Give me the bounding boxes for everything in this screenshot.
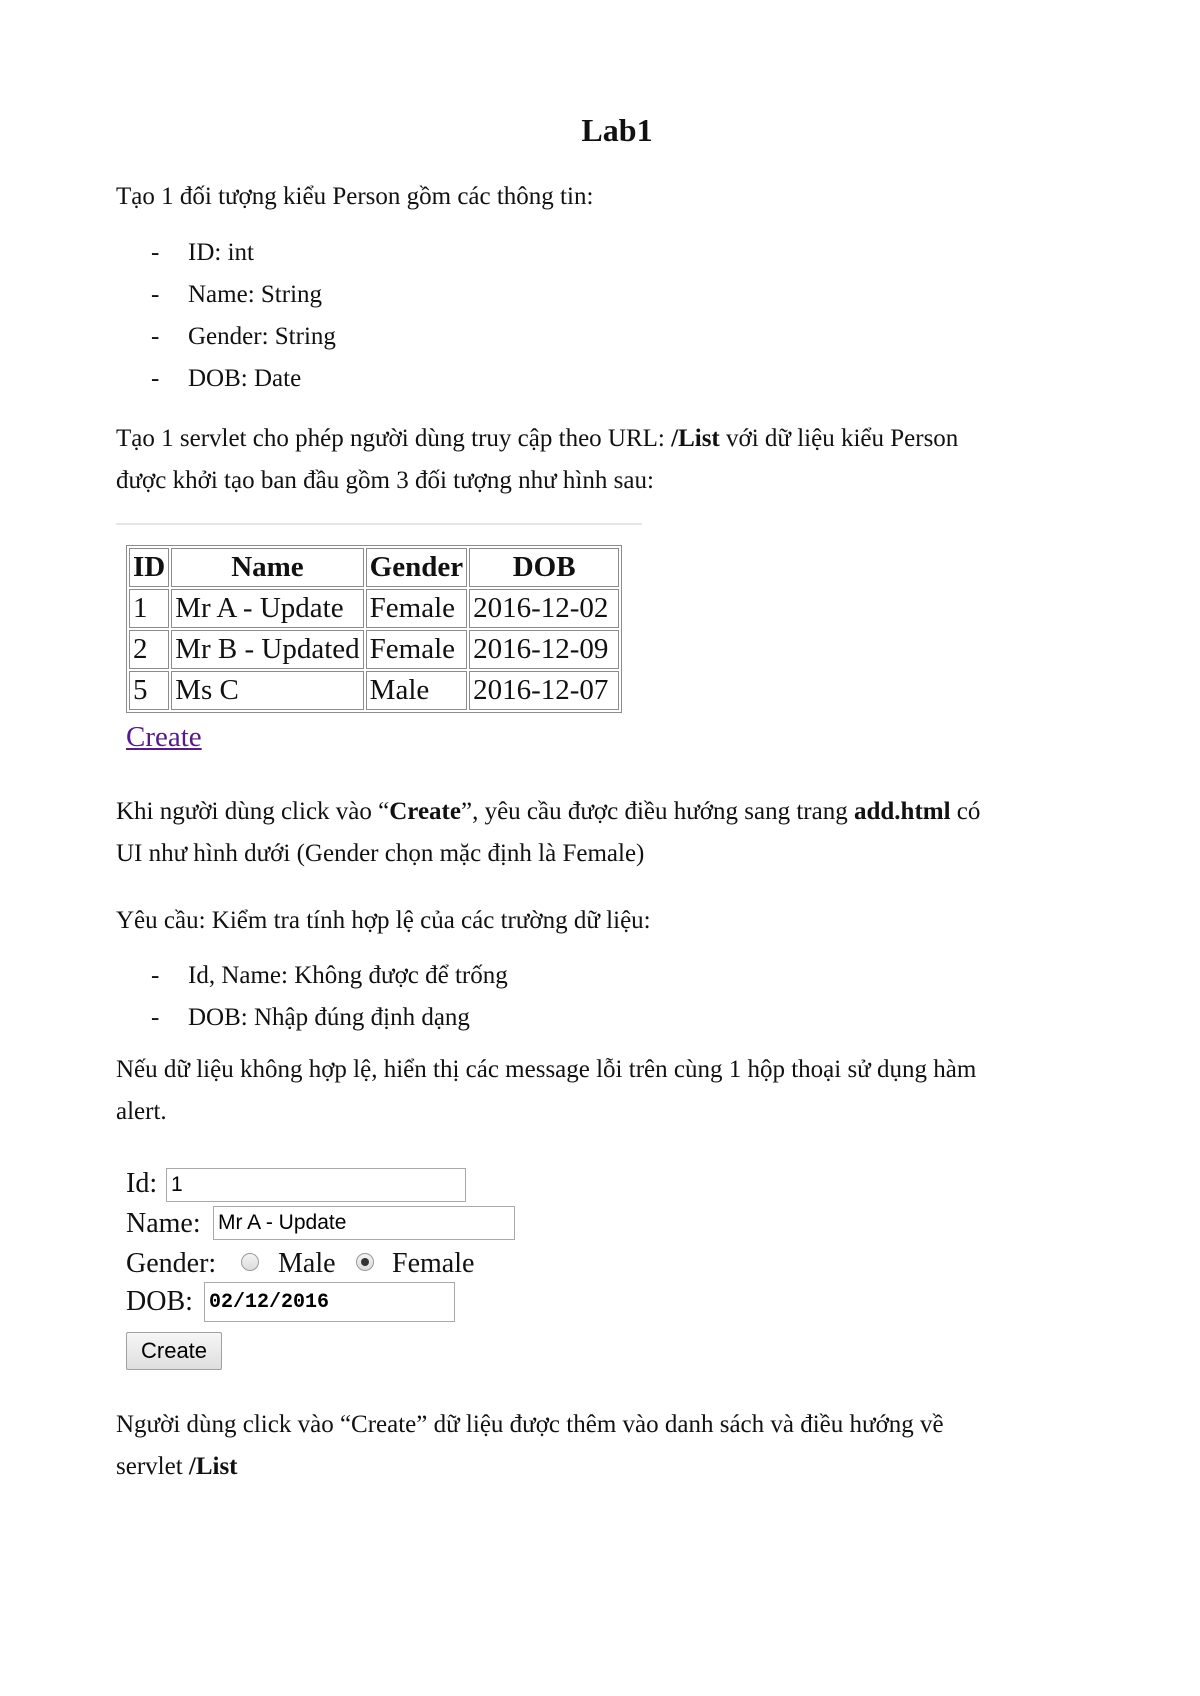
rule-item: Id, Name: Không được để trống <box>188 962 508 989</box>
cell-id: 2 <box>129 630 169 669</box>
gender-label: Gender: <box>126 1248 217 1279</box>
gender-male-radio[interactable] <box>241 1253 259 1271</box>
rule-item: DOB: Nhập đúng định dạng <box>188 1004 470 1031</box>
cell-id: 5 <box>129 671 169 710</box>
click-text-b: ”, yêu cầu được điều hướng sang trang <box>460 798 854 825</box>
header-dob: DOB <box>469 548 619 587</box>
screenshot-top-border <box>116 523 642 525</box>
table-row <box>129 589 619 628</box>
gender-female-label: Female <box>392 1248 475 1279</box>
cell-dob: 2016-12-09 <box>469 630 619 669</box>
servlet-text-line2: được khởi tạo ban đầu gồm 3 đối tượng như hình sau: <box>116 467 654 494</box>
field-item: ID: int <box>188 239 254 266</box>
cell-name: Mr A - Update <box>171 589 363 628</box>
id-input[interactable] <box>166 1168 466 1202</box>
click-text-line2: UI như hình dưới (Gender chọn mặc định là Female) <box>116 840 645 867</box>
create-button[interactable]: Create <box>126 1332 222 1370</box>
alert-paragraph <box>116 1049 976 1133</box>
add-form-screenshot <box>126 1168 546 1378</box>
click-text-c: có <box>950 798 981 825</box>
field-item: DOB: Date <box>188 365 302 392</box>
cell-dob: 2016-12-07 <box>469 671 619 710</box>
create-link[interactable]: Create <box>126 721 202 753</box>
requirement-text: Yêu cầu: Kiểm tra tính hợp lệ của các trường dữ liệu: <box>116 907 651 934</box>
gender-female-radio[interactable] <box>356 1253 374 1271</box>
bullet-dash: - <box>151 281 160 308</box>
table-header-row <box>129 548 619 587</box>
add-html-word: add.html <box>853 798 951 825</box>
final-text-line2a: servlet <box>116 1453 189 1480</box>
bullet-dash: - <box>151 365 160 392</box>
dob-input[interactable] <box>204 1282 455 1322</box>
page-title: Lab1 <box>581 112 653 148</box>
bullet-dash: - <box>151 239 160 266</box>
cell-name: Mr B - Updated <box>171 630 363 669</box>
servlet-paragraph <box>116 418 958 502</box>
servlet-text-a: Tạo 1 servlet cho phép người dùng truy cập theo URL: <box>116 425 672 452</box>
header-id: ID <box>129 548 169 587</box>
field-item: Name: String <box>188 281 323 308</box>
alert-text-line1: Nếu dữ liệu không hợp lệ, hiển thị các message lỗi trên cùng 1 hộp thoại sử dụng hàm <box>116 1056 977 1083</box>
cell-dob: 2016-12-02 <box>469 589 619 628</box>
name-label: Name: <box>126 1208 201 1239</box>
bullet-dash: - <box>151 962 160 989</box>
cell-gender: Female <box>366 589 467 628</box>
click-text-a: Khi người dùng click vào “ <box>116 798 390 825</box>
list-path: /List <box>188 1453 238 1480</box>
gender-male-label: Male <box>278 1248 336 1279</box>
click-paragraph <box>116 791 980 875</box>
dob-label: DOB: <box>126 1286 193 1317</box>
table-row <box>129 671 619 710</box>
name-input[interactable] <box>213 1206 515 1240</box>
final-text-line1: Người dùng click vào “Create” dữ liệu được thêm vào danh sách và điều hướng về <box>116 1411 944 1438</box>
alert-text-line2: alert. <box>116 1098 167 1125</box>
bullet-dash: - <box>151 1004 160 1031</box>
header-gender: Gender <box>366 548 467 587</box>
bullet-dash: - <box>151 323 160 350</box>
field-item: Gender: String <box>188 323 336 350</box>
cell-id: 1 <box>129 589 169 628</box>
final-paragraph <box>116 1404 944 1488</box>
servlet-text-b: với dữ liệu kiểu Person <box>719 425 959 452</box>
list-screenshot <box>116 523 642 753</box>
cell-gender: Female <box>366 630 467 669</box>
table-row <box>129 630 619 669</box>
cell-name: Ms C <box>171 671 363 710</box>
cell-gender: Male <box>366 671 467 710</box>
person-table <box>126 545 622 713</box>
intro-text: Tạo 1 đối tượng kiểu Person gồm các thông tin: <box>116 183 594 210</box>
create-word: Create <box>389 798 461 825</box>
header-name: Name <box>171 548 363 587</box>
url-path: /List <box>671 425 720 452</box>
id-label: Id: <box>126 1168 158 1199</box>
